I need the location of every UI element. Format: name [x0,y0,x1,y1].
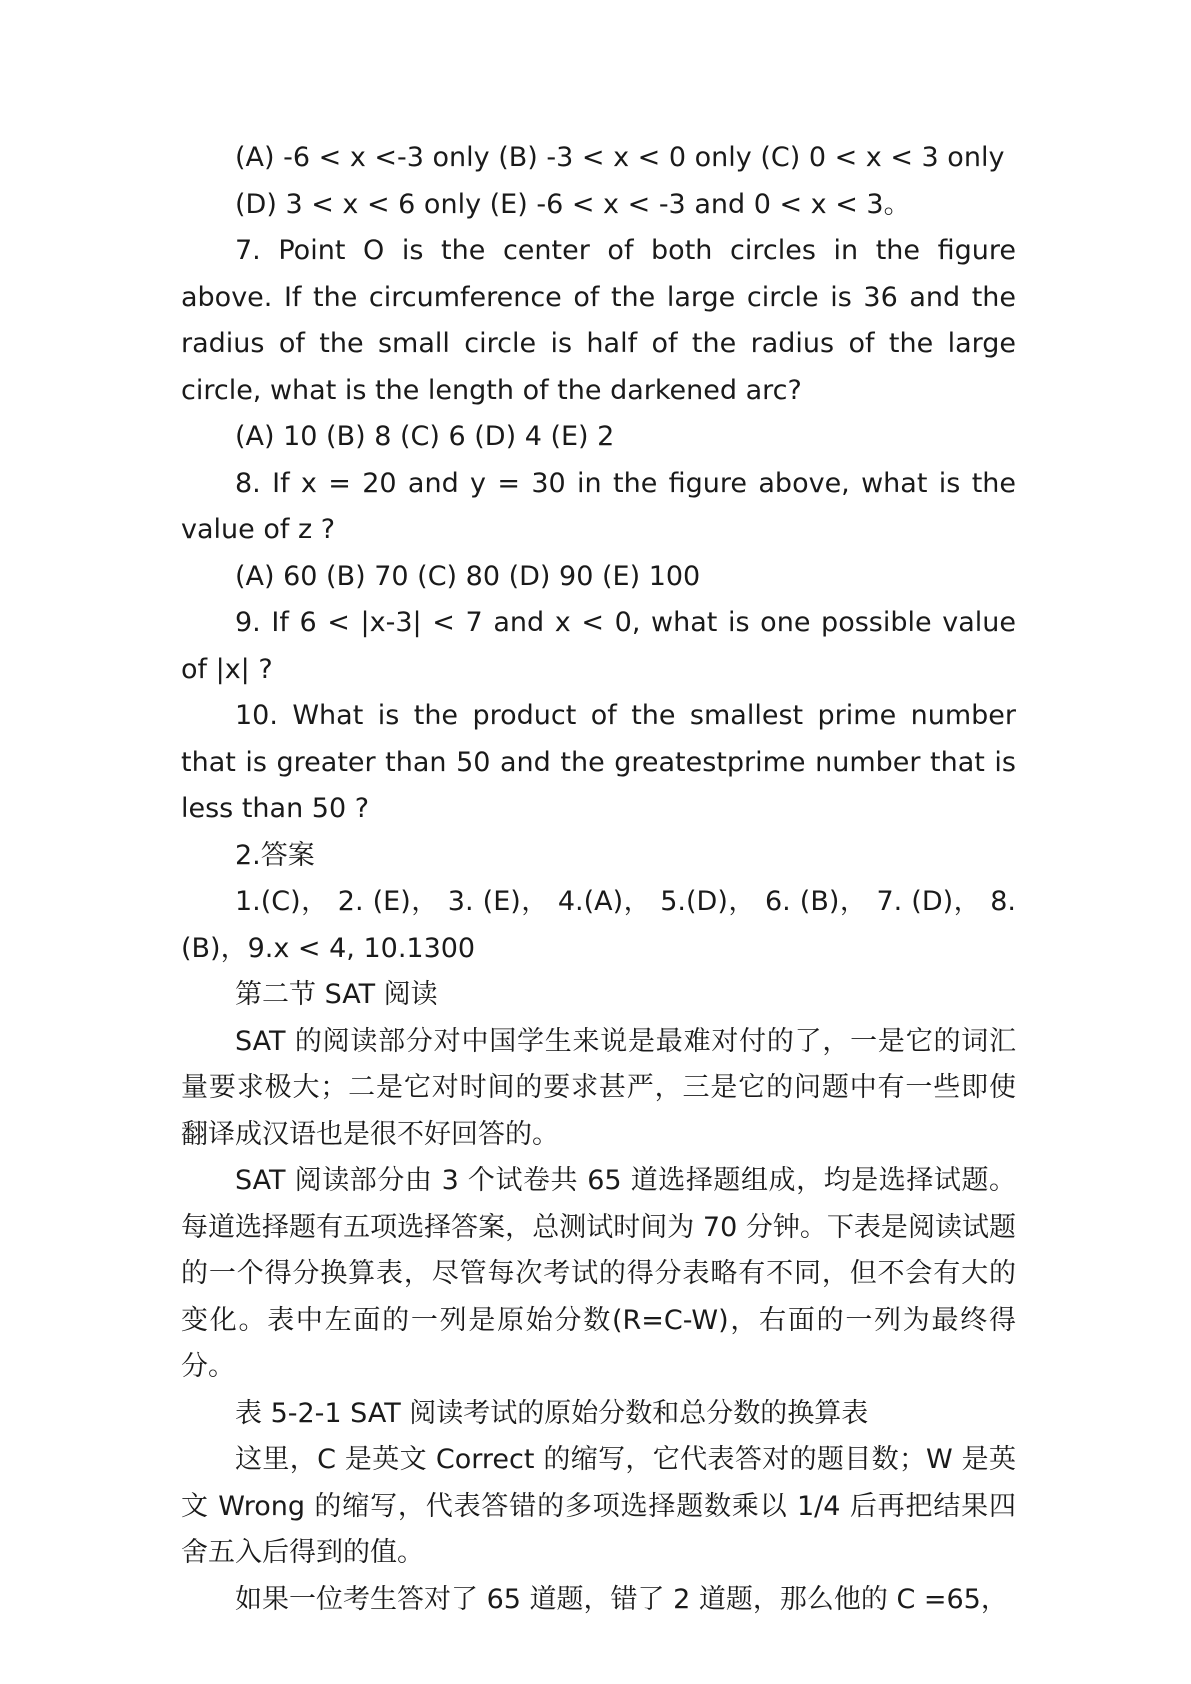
question-9: 9. If 6 < |x-3| < 7 and x < 0, what is one possible value of |x| ? [181,607,1016,685]
paragraph-4: 如果一位考生答对了 65 道题，错了 2 道题，那么他的 C =65， [235,1583,1008,1615]
document-page [181,135,1016,1623]
question-7: 7. Point O is the center of both circles in the figure above. If the circumference of the large circle is 36 and the radius of the small circle is half of the radius of the large circle, what is the length of the darkened arc? [181,235,1016,406]
q6-options-line-1: (A) -6 < x <-3 only (B) -3 < x < 0 only (C) 0 < x < 3 only [235,142,1005,173]
answers-heading: 2.答案 [235,839,315,871]
q6-options-line-2: (D) 3 < x < 6 only (E) -6 < x < -3 and 0 < x < 3。 [235,188,911,220]
answers-list: 1.(C)， 2. (E)， 3. (E)， 4.(A)， 5.(D)， 6. (B)， 7. (D)， 8. (B)，9.x < 4, 10.1300 [181,886,1016,964]
q7-options: (A) 10 (B) 8 (C) 6 (D) 4 (E) 2 [235,421,615,452]
question-10: 10. What is the product of the smallest prime number that is greater than 50 and the greatestprime number that is less than 50 ? [181,700,1016,824]
question-8: 8. If x = 20 and y = 30 in the figure above, what is the value of z ? [181,467,1016,545]
q8-options: (A) 60 (B) 70 (C) 80 (D) 90 (E) 100 [235,560,701,592]
table-caption: 表 5-2-1 SAT 阅读考试的原始分数和总分数的换算表 [235,1397,869,1429]
paragraph-2: SAT 阅读部分由 3 个试卷共 65 道选择题组成，均是选择试题。每道选择题有五项选择答案，总测试时间为 70 分钟。下表是阅读试题的一个得分换算表，尽管每次考试的得分表略有不同，但不会有大的变化。表中左面的一列是原始分数(R=C-W)，右面的一列为最终得分。 [181,1165,1016,1382]
paragraph-1: SAT 的阅读部分对中国学生来说是最难对付的了，一是它的词汇量要求极大；二是它对时间的要求甚严，三是它的问题中有一些即使翻译成汉语也是很不好回答的。 [181,1025,1016,1150]
section-heading: 第二节 SAT 阅读 [235,979,438,1010]
paragraph-3: 这里，C 是英文 Correct 的缩写，它代表答对的题目数；W 是英文 Wrong 的缩写，代表答错的多项选择题数乘以 1/4 后再把结果四舍五入后得到的值。 [181,1444,1016,1568]
